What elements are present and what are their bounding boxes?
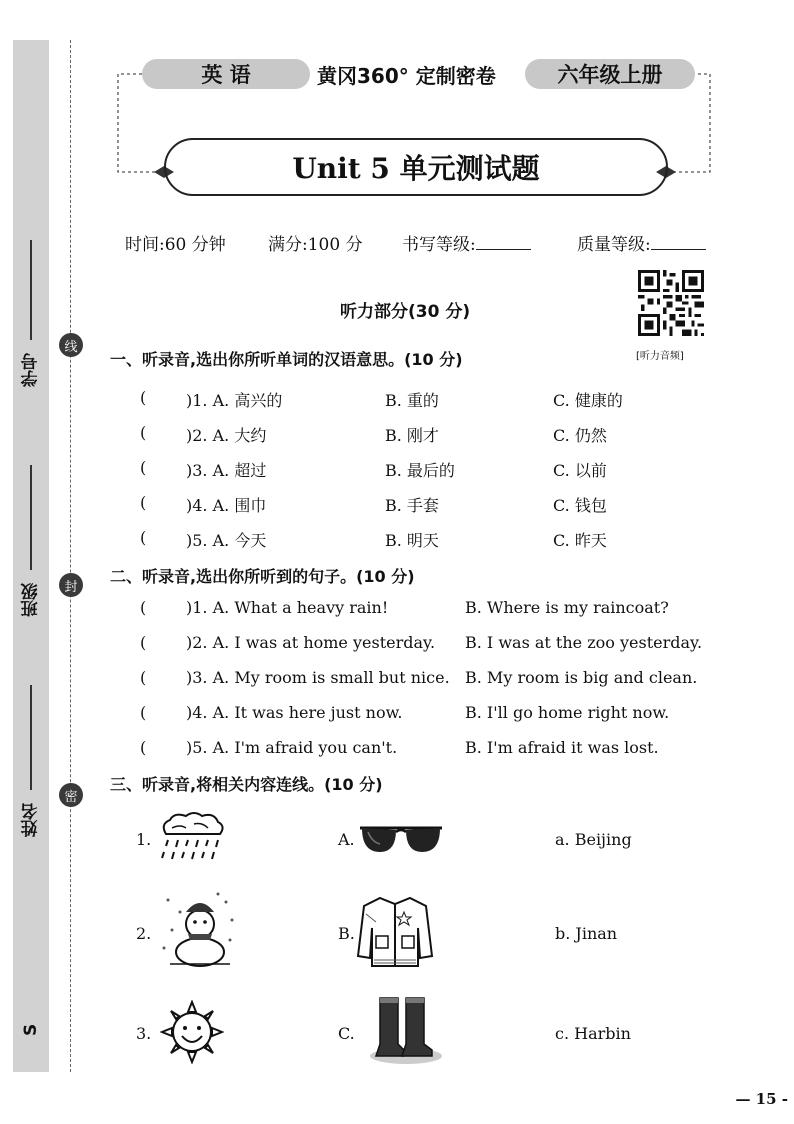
heavy-rain-icon (156, 810, 228, 866)
option-b: B. My room is big and clean. (465, 668, 698, 687)
option-c: C. 以前 (553, 461, 607, 480)
section3-title: 三、听录音,将相关内容连线。(10 分) (110, 775, 383, 794)
student-number-label: 学号 (21, 353, 42, 387)
option-a: )2. A. I was at home yesterday. (186, 633, 436, 652)
seal-feng: 封 (59, 573, 83, 597)
option-b: B. 手套 (385, 496, 439, 515)
section2-title: 二、听录音,选出你所听到的句子。(10 分) (110, 567, 415, 586)
picture-letter: C. (338, 1024, 355, 1043)
grade-pill: 六年级上册 (525, 59, 695, 89)
cut-line (70, 40, 71, 1072)
picture-letter: A. (338, 830, 355, 849)
listening-title: 听力部分(30 分) (340, 302, 471, 322)
answer-paren[interactable]: ( (140, 423, 147, 442)
seal-mi: 密 (59, 783, 83, 807)
option-b: B. Where is my raincoat? (465, 598, 669, 617)
option-a: )1. A. What a heavy rain! (186, 598, 389, 617)
option-c: C. 钱包 (553, 496, 607, 515)
option-b: B. 刚才 (385, 426, 439, 445)
class-label: 班级 (21, 583, 42, 617)
answer-paren[interactable]: ( (140, 388, 147, 407)
writing-grade-blank[interactable] (476, 233, 531, 250)
item-number: 1. (136, 830, 152, 849)
seal-xian: 线 (59, 333, 83, 357)
writing-grade-label: 书写等级: (402, 235, 476, 255)
option-a: )5. A. I'm afraid you can't. (186, 738, 398, 757)
option-a: )2. A. 大约 (186, 426, 267, 445)
writing-grade (402, 230, 531, 255)
boots-icon (366, 994, 446, 1066)
option-b: B. I'm afraid it was lost. (465, 738, 659, 757)
quality-grade-label: 质量等级: (577, 235, 651, 255)
option-a: )1. A. 高兴的 (186, 391, 283, 410)
item-number: 2. (136, 924, 152, 943)
class-line (30, 465, 32, 570)
sunglasses-icon (358, 822, 444, 856)
answer-paren[interactable]: ( (140, 633, 147, 652)
page-number: — 15 - (735, 1090, 788, 1108)
item-number: 3. (136, 1024, 152, 1043)
subject-pill: 英 语 (142, 59, 310, 89)
option-b: B. 最后的 (385, 461, 455, 480)
option-a: )3. A. My room is small but nice. (186, 668, 450, 687)
qr-caption: [听力音频] (636, 351, 684, 362)
time-info: 时间:60 分钟 (125, 235, 226, 255)
city-option: a. Beijing (555, 830, 632, 849)
snowman-icon (160, 890, 240, 970)
option-b: B. I'll go home right now. (465, 703, 670, 722)
option-b: B. I was at the zoo yesterday. (465, 633, 703, 652)
option-a: )4. A. 围巾 (186, 496, 267, 515)
answer-paren[interactable]: ( (140, 528, 147, 547)
answer-paren[interactable]: ( (140, 493, 147, 512)
option-b: B. 重的 (385, 391, 439, 410)
option-b: B. 明天 (385, 531, 439, 550)
sun-icon (160, 1000, 224, 1064)
option-a: )5. A. 今天 (186, 531, 267, 550)
jacket-icon (356, 892, 434, 970)
section1-title: 一、听录音,选出你所听单词的汉语意思。(10 分) (110, 350, 463, 369)
quality-grade (577, 230, 706, 255)
qr-code-icon[interactable] (638, 270, 704, 336)
city-option: c. Harbin (555, 1024, 631, 1043)
answer-paren[interactable]: ( (140, 738, 147, 757)
name-line (30, 685, 32, 790)
answer-paren[interactable]: ( (140, 458, 147, 477)
answer-paren[interactable]: ( (140, 598, 147, 617)
option-a: )3. A. 超过 (186, 461, 267, 480)
option-c: C. 仍然 (553, 426, 607, 445)
score-info: 满分:100 分 (268, 235, 363, 255)
brand-title: 黄冈360° 定制密卷 (317, 64, 496, 88)
city-option: b. Jinan (555, 924, 618, 943)
answer-paren[interactable]: ( (140, 668, 147, 687)
student-number-line (30, 240, 32, 340)
quality-grade-blank[interactable] (651, 233, 706, 250)
option-c: C. 健康的 (553, 391, 623, 410)
page-title: Unit 5 单元测试题 (164, 138, 668, 196)
option-a: )4. A. It was here just now. (186, 703, 403, 722)
picture-letter: B. (338, 924, 355, 943)
name-label: 姓名 (21, 803, 42, 837)
answer-paren[interactable]: ( (140, 703, 147, 722)
option-c: C. 昨天 (553, 531, 607, 550)
s-label: S (21, 1023, 41, 1037)
